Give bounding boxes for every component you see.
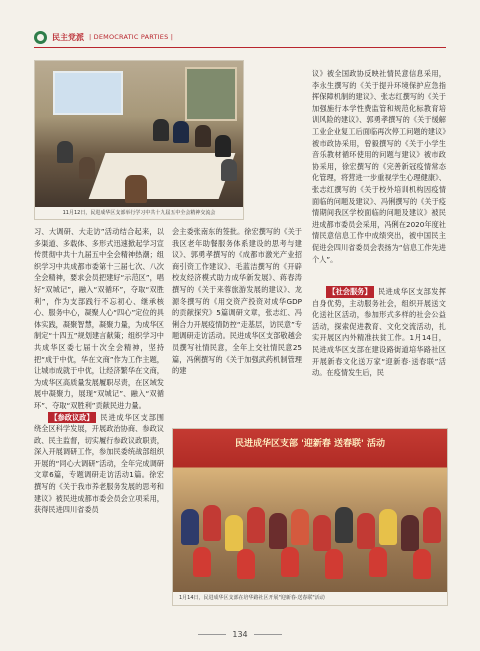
section-title: 民主党派 <box>52 32 84 42</box>
meeting-photo-caption: 11月12日，民进成华区支部举行学习中共十九届五中全会精神交流会 <box>35 207 243 219</box>
section-tag-politics: 【参政议政】 <box>50 412 94 422</box>
meeting-photo <box>34 60 244 220</box>
section-header <box>34 30 173 44</box>
event-banner: 民进成华区支部 '迎新春 送春联' 活动 <box>235 439 385 449</box>
event-photo-caption: 1月14日，民进成华区支部在培华路社区开展"迎新春·送春联"活动 <box>173 592 447 605</box>
column-2 <box>172 226 302 377</box>
paragraph: 民进成华区支部围绕全区科学发展，开展政治协商、参政议政、民主监督，切实履行参政议政职责，深入开展调研工作，参加民委统战部组织开展的“同心大调研”活动，全年完成调研文章6篇，专题调研走访活动1篇。徐宏撰写的《关于我市养老服务发展的思考和建议》被民进成都市委会员会立项采用，获得民进四川省委员 <box>34 412 164 515</box>
column-3 <box>312 68 446 265</box>
party-logo-icon <box>34 31 47 44</box>
section-tag-service: 【社会服务】 <box>328 287 372 296</box>
paragraph: 议》被全国政协反映社情民意信息采用，李永生撰写的《关于提升环境保护应急指挥保障机制的建议》、张志红撰写的《关于加强施行本学性费监管和规范化标教育培训风险的建议》、郭勇孝撰写的《关于缓解工业企业复工后面临再次停工问题的建议》被市政协采用，曾毅撰写的《关于小学生音乐教材循环使用的问题与建议》被市政协采用，徐宏撰写的《完善新冠疫情常态化管理，将营进一步重视学生心理健康》、张志红撰写的《关于校外培训机构因疫情面临的问题及建议》、冯俐撰写的《关于疫情期间我区学校面临的问题及建议》被民进成都市委员会采用，冯俐在2020年度社情民意信息工作中成绩突出，被中国民主促进会四川省委员会表扬为“信息工作先进个人”。 <box>312 69 446 264</box>
paragraph: 习、大调研、大走访”活动结合起来，以多渠道、多载体、多形式迅速掀起学习宣传贯彻中共十九届五中全会精神热潮；组织学习中共成都市委第十三届七次、八次全会精神，要求会员把建好“示范区”，唱好“双城记”，融入“双循环”，夺取“双胜利”，作为支部践行不忘初心、继承核心、服务中心，凝聚人心“四心”定位的具体实践，凝聚智慧，凝聚力量，为成华区制定“十四五”规划建言献策；组织学习中共成华区委七届十次全会精神，坚持把“成于中优，华在文商”作为工作主题，让城市成就于中优，让经济繁华在文商，为成华区高质量发展履职尽责，在区域发展中凝聚力，展现“双城记”、融入“双循环”、夺取“双胜利”贡献民进力量。 <box>34 227 164 410</box>
page-number: 134 <box>232 630 248 639</box>
column-1 <box>34 226 164 516</box>
spring-couplet-photo <box>172 428 448 606</box>
page-footer <box>0 630 480 639</box>
window <box>185 67 237 121</box>
meeting-table <box>89 153 236 199</box>
projection-screen <box>53 71 123 115</box>
header-rule <box>34 47 446 48</box>
section-title-en: | DEMOCRATIC PARTIES | <box>89 33 174 41</box>
paragraph: 会主委张南东的签批。徐宏撰写的《关于我区老年助餐服务体系建设的思考与建议》、郭勇孝撰写的《成都市激光产业招商引资工作建议》、毛蓝洁撰写的《开辟校友经济模式助力成华新发展》、蒋春涛撰写的《关于来蓉旅游发展的建议》、龙源冬撰写的《用交资产投资对成华GDP的贡献探究》5篇调研文章，张志红、冯俐合力开展疫情防控“走基层，访民意”专题调研走访活动。民进成华区支部敬越会员撰写社情民意，全年上交社情民意25篇，冯俐撰写的《关于加强武药机制管理的建 <box>172 227 302 376</box>
column-3-lower <box>312 286 446 379</box>
paragraph: 民进成华区支部发挥自身优势，主动服务社会，组织开展送文化送社区活动，参加形式多样的社会公益活动，探索促进教育、文化交流活动，扎实开展区内外精准扶贫工作。1月14日，民进成华区支部在建设路街道培华路社区开展新春文化送万家“迎新春·送春联”活动。在疫情发生后，民 <box>312 287 446 378</box>
